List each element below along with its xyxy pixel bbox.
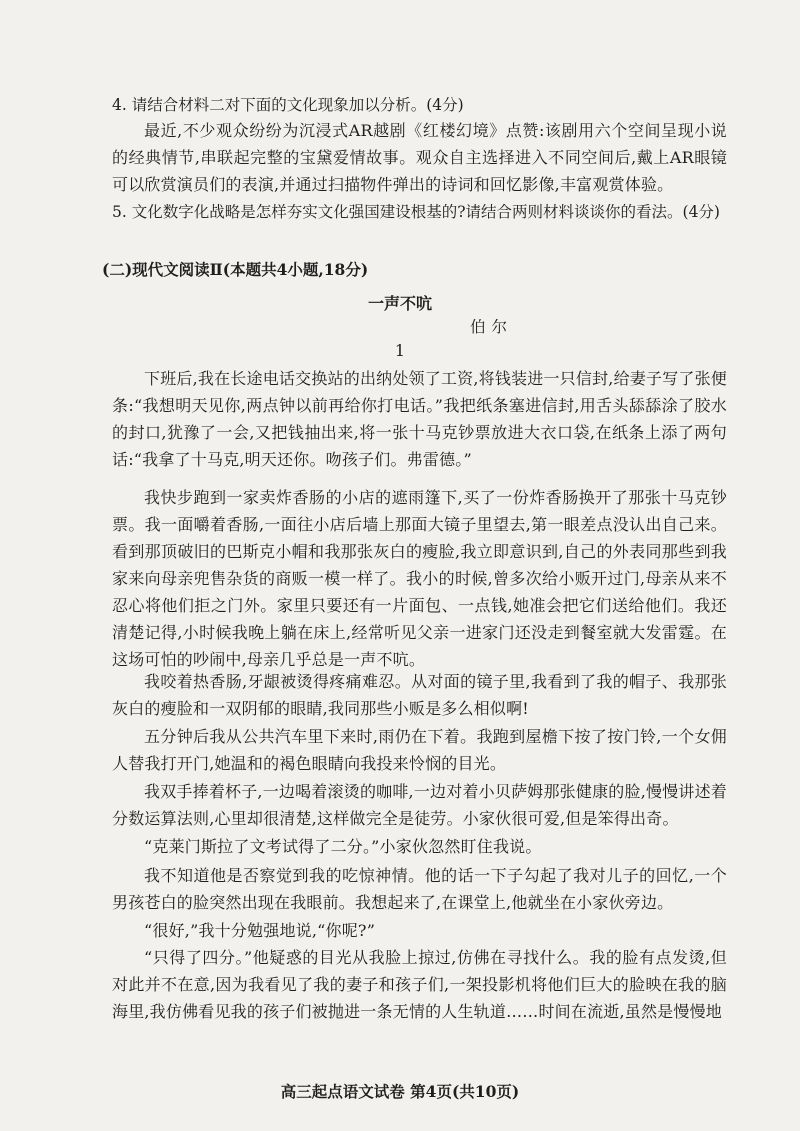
story-paragraph: 我不知道他是否察觉到我的吃惊神情。他的话一下子勾起了我对儿子的回忆,一个男孩苍白的脸突然出现在我眼前。我想起来了,在课堂上,他就坐在小家伙旁边。: [112, 866, 727, 912]
story-paragraph: 五分钟后我从公共汽车里下来时,雨仍在下着。我跑到屋檐下按了按门铃,一个女佣人替我打开门,她温和的褐色眼睛向我投来怜悯的目光。: [112, 727, 727, 773]
section-heading: (二)现代文阅读Ⅱ(本题共4小题,18分): [102, 260, 369, 279]
story-paragraph: 下班后,我在长途电话交换站的出纳处领了工资,将钱装进一只信封,给妻子写了张便条:“我想明天见你,两点钟以前再给你打电话。”我把纸条塞进信封,用舌头舔舔涂了胶水的封口,犹豫了一会,又把钱抽出来,将一张十马克钞票放进大衣口袋,在纸条上添了两句话:“我拿了十马克,明天还你。吻孩子们。弗雷德。”: [112, 369, 727, 469]
story-author: 伯尔: [470, 318, 514, 336]
chapter-number: 1: [394, 341, 406, 360]
story-paragraph: 我双手捧着杯子,一边喝着滚烫的咖啡,一边对着小贝萨姆那张健康的脸,慢慢讲述着分数运算法则,心里却很清楚,这样做完全是徒劳。小家伙很可爱,但是笨得出奇。: [112, 782, 727, 828]
question-4: 4. 请结合材料二对下面的文化现象加以分析。(4分): [112, 96, 464, 114]
question-4-material: 最近,不少观众纷纷为沉浸式AR越剧《红楼幻境》点赞:该剧用六个空间呈现小说的经典情节,串联起完整的宝黛爱情故事。观众自主选择进入不同空间后,戴上AR眼镜可以欣赏演员们的表演,并通过扫描物件弹出的诗词和回忆影像,丰富观赏体验。: [112, 121, 727, 194]
story-paragraph: “克莱门斯拉了文考试得了二分。”小家伙忽然盯住我说。: [144, 837, 542, 856]
story-paragraph: 我快步跑到一家卖炸香肠的小店的遮雨篷下,买了一份炸香肠换开了那张十马克钞票。我一面嚼着香肠,一面往小店后墙上那面大镜子里望去,第一眼差点没认出自己来。看到那顶破旧的巴斯克小帽和我那张灰白的瘦脸,我立即意识到,自己的外表同那些到我家来向母亲兜售杂货的商贩一模一样了。我小的时候,曾多次给小贩开过门,母亲从来不忍心将他们拒之门外。家里只要还有一片面包、一点钱,她准会把它们送给他们。我还清楚记得,小时候我晚上躺在床上,经常听见父亲一进家门还没走到餐室就大发雷霆。在这场可怕的吵闹中,母亲几乎总是一声不吭。: [112, 488, 727, 669]
page-footer: 高三起点语文试卷 第4页(共10页): [280, 1082, 520, 1101]
story-paragraph: “只得了四分。”他疑惑的目光从我脸上掠过,仿佛在寻找什么。我的脸有点发烫,但对此并不在意,因为我看见了我的妻子和孩子们,一架投影机将他们巨大的脸映在我的脑海里,我仿佛看见我的孩子们被抛进一条无情的人生轨道……时间在流逝,虽然是慢慢地: [112, 948, 727, 1021]
story-title: 一声不吭: [367, 294, 432, 313]
story-paragraph: “很好,”我十分勉强地说,“你呢?”: [144, 921, 376, 940]
story-paragraph: 我咬着热香肠,牙龈被烫得疼痛难忍。从对面的镜子里,我看到了我的帽子、我那张灰白的瘦脸和一双阴郁的眼睛,我同那些小贩是多么相似啊!: [112, 672, 727, 718]
question-5: 5. 文化数字化战略是怎样夯实文化强国建设根基的?请结合两则材料谈谈你的看法。(4分): [112, 203, 720, 221]
